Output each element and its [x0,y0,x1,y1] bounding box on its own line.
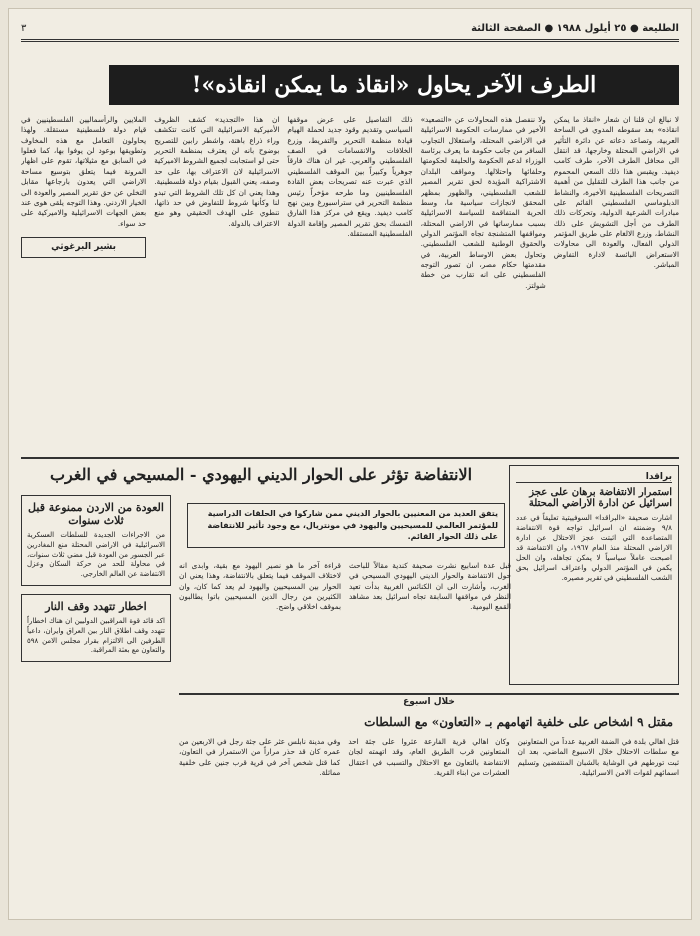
article-three-headline: مقتل ٩ اشخاص على خلفية اتهامهم بـ «التعاون» مع السلطات [364,715,673,729]
article-three-col-1: قتل اهالي بلدة في الضفة الغربية عدداً من المتعاونين مع سلطات الاحتلال خلال الاسبوع الماضي، بعد ان ثبت تورطهم في الوشاية بالشبان المنتفضين وتسليم اسمائهم لقوات الامن الاسرائيلية. [517,737,679,778]
main-headline: الطرف الآخر يحاول «انقاذ ما يمكن انقاذه»! [109,65,679,105]
main-col-4: ان هذا «التجديد» كشف الظروف الأميركية الاسرائيلية التي كانت تتكشف وراء ذراع باهتة، واشطر رابين للتصريح بوضوح بانه لن يعترف بمنظمة التحرير حتى لو استجابت لجميع الشروط الاميركية الاسرائيلية لان الاعتراف بها، على حد وصفه، يعني القبول بقيام دولة فلسطينية. وهذا يعني ان كل تلك الشروط التي تبدو لنا وكأنها شروط للتفاوض في حد ذاتها، تنطوي على الهدف الحقيقي وهو منع الاعتراف بالدولة. [154,115,280,228]
article-two-col-2: قراءة آخر ما هو نصير اليهود مع بقية، وابدى انه لاختلاف الموقف فيما يتعلق بالانتفاضة، وهذا يعني ان الحوار بين المسيحيين واليهود لم يعد كما كان، وان الكثيرين من رجال الدين المسيحيين باتوا يطالبون بموقف اخلاقي واضح. [179,561,341,612]
newspaper-page [8,8,692,920]
pravda-kicker: براقدا [516,472,672,483]
left-box-1-title: العودة من الاردن ممنوعة قبل ثلاث سنوات [28,501,164,527]
pravda-box [509,465,679,685]
left-box-2-body: اكد قائد قوة المراقبين الدوليين ان هناك اخطاراً تتهدد وقف اطلاق النار بين العراق وايران، داعياً الطرفين الى الالتزام بقرار مجلس الامن ٥٩٨ والتعاون مع بعثة المراقبة. [27,616,165,655]
main-col-1: لا نبالغ ان قلنا ان شعار «انقاذ ما يمكن انقاذه» بعد سقوطه المدوي في الساحة العربية، وتصاعد دعاته عن دائرة التأثير في الاراضي المحتلة وخارجها، قد انتقل الى محافل الطرف الآخر، طرف كامب ديفيد. ويقبس هذا ذلك السعي المحموم من جانب هذا الطرف للتقليل من أهمية التصريحات الفلسطينية الأخيرة، والنشاط الدبلوماسي الفلسطيني القائم على مبادرات الشرعية الدولية، وتحركات ذلك الطرف من أجل التشويش على ذلك النشاط، وزرع الالغام على طريق المؤتمر الدولي الفعال، والعودة الى محاولات الاستعراض البائسة لادارة التفاوض المباشر. [553,115,679,270]
main-col-5: الملايين والرأسماليين الفلسطينيين في قيام دولة فلسطينية مستقلة. ولهذا يحاولون التعامل مع هذه المخاوف وتطويقها بوعود لن يوفوا بها، كما فعلوا في السابق مع مثيلاتها، تقوم على اظهار المرونة فيما يتعلق بتوسيع مساحة الاراضي التي يعدون بارجاعها مقابل التخلي عن حق تقرير المصير والعودة الى الخيار الاردني. وهذا التوجه يلقى هوى عند بعض الجهات الاسرائيلية والاميركية على حد سواء. [20,115,147,228]
main-col-3: ذلك التفاصيل على عرض موقفها السياسي وتقديم وقود جديد لحملة الهيام قيادة منظمة التحرير والتفريط، وزرع الخلافات والانقسامات في الصف الفلسطيني والعربي. غير ان هناك فارقاً جوهرياً وكبيراً بين الموقف الفلسطيني الذي عبرت عنه تصريحات بعض القادة الفلسطينيين وما طرحه مؤخراً رئيس منظمة التحرير في ستراسبورغ وبين نهج كامب ديفيد. ويقع في مركز هذا الفارق التمسك بحق تقرير المصير وإقامة الدولة الفلسطينية المستقلة. [287,115,413,238]
article-two-col-1: قبل عدة اسابيع نشرت صحيفة كندية مقالاً للباحث حول الانتفاضة والحوار الديني اليهودي المسيحي في الغرب، وأشارت الى ان الكنائس الغربية بدأت تعيد النظر في مواقفها السابقة تجاه اسرائيل بعد مشاهد القمع اليومية. [349,561,511,612]
left-box-2 [21,594,171,662]
left-sidebar [21,495,171,907]
pravda-title: استمرار الانتفاضة برهان على عجز اسرائيل عن ادارة الاراضي المحتلة [528,487,672,509]
article-three-kicker: خلال اسبوع [403,697,455,707]
main-col-2: ولا ننفصل هذه المحاولات عن «التصعيد» الأخير في ممارسات الحكومة الاسرائيلية في الاراضي المحتلة، واستغلال التجاوب السافر من جانب حكومة ما يعرف برئاسة الوزراء لدعم الحكومة والحليفة لحكومتها وحلفائها واحتلالها. ومواقف البلدان الاشتراكية المؤيدة لحق تقرير المصير للشعب الفلسطيني، والظهور بمظهر المحقق لانجازات سياسية ما، وسط الحرية المتفاقمة للسياسة الاسرائيلية بسبب ممارساتها في الاراضي المحتلة، ومواقفها المتشنجة تجاه المؤتمر الدولي والحقوق الوطنية للشعب الفلسطيني. وتحاول بعض الاوساط العربية، في مقدمتها حكام مصر، ان تصور التوجه الفلسطيني على انه تقارب من خطة شولتز. [420,115,546,290]
article-two-headline: الانتفاضة تؤثر على الحوار الديني اليهودي - المسيحي في الغرب [49,465,473,484]
main-article-columns [21,115,679,455]
pravda-body: اشارت صحيفة «البراقدا» السوفييتية تعليقاً في عدد ٩/٨ وضمنته ان اسرائيل تواجه قوة الانتفاضة المتصاعدة التي اثبتت عجز الاحتلال عن ادارة الاراضي المحتلة منذ العام ١٩٦٧، وان الانتفاضة قد اصبحت عاملاً سياسياً لا يمكن تجاهله، وان الحل يكمن في المؤتمر الدولي واعتراف اسرائيل بحق الشعب الفلسطيني في تقرير مصيره. [516,513,672,583]
section-rule [21,457,679,459]
left-box-1-body: من الاجراءات الجديدة للسلطات العسكرية الاسرائيلية في الاراضي المحتلة منع المغادرين عبر الجسور من العودة قبل مضي ثلاث سنوات، في محاولة للحد من حركة السكان وعزل الانتفاضة عن العالم الخارجي. [27,531,165,579]
main-col-5-wrap [21,115,146,455]
running-header-text: الطليعة ● ٢٥ أيلول ١٩٨٨ ● الصفحة الثالثة [471,23,679,34]
article-three-col-3: وفي مدينة نابلس عثر على جثة رجل في الاربعين من عمره كان قد حذر مراراً من الاستمرار في التعاون، كما قتل شخص آخر في قرية قرب جنين على خلفية مماثلة. [179,737,341,778]
page-number: ٣ [21,23,27,34]
left-box-1 [21,495,171,586]
byline: بشير البرغوثي [21,237,146,258]
article-two-lead: يتفق العديد من المعنيين بالحوار الديني ممن شاركوا في الحلقات الدراسية للمؤتمر العالمي للمسيحيين واليهود في مونتريال، مع وجود تأثير للانتفاضة على ذلك الحوار القائم. [187,503,505,548]
left-box-2-title: اخطار تتهدد وقف النار [45,599,147,613]
article-three-columns [179,737,679,907]
section-rule-2 [179,693,679,695]
article-three-col-2: وكان اهالي قرية الفارعة عثروا على جثة احد المتعاونين قرب الطريق العام، وقد اتهمته لجان الانتفاضة بالتعاون مع الاحتلال والتسبب في اعتقال العشرات من ابناء القرية. [348,737,510,778]
running-header [21,23,679,42]
